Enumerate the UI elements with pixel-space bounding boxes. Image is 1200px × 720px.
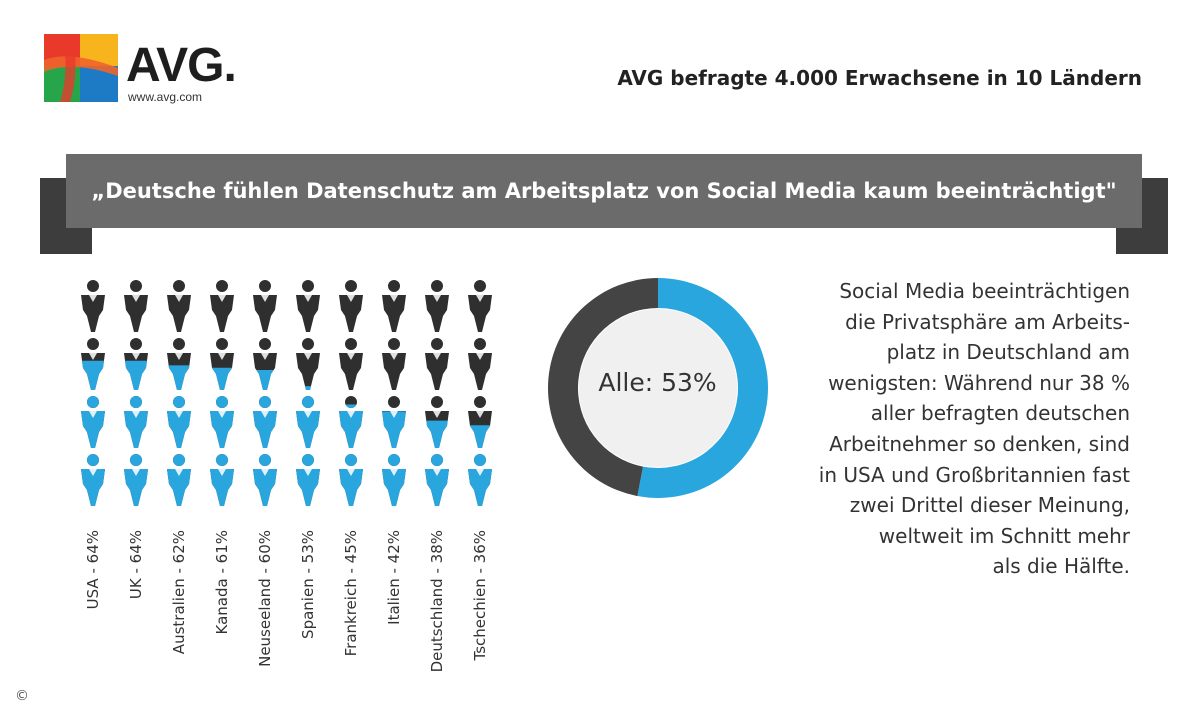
explanation-line: Social Media beeinträchtigen <box>839 279 1130 303</box>
bar-tschechien <box>468 280 492 506</box>
bar-italien <box>382 280 406 506</box>
headline-text: „Deutsche fühlen Datenschutz am Arbeitsplatz von Social Media kaum beeinträchtigt" <box>91 179 1117 203</box>
explanation-line: weltweit im Schnitt mehr <box>878 523 1130 548</box>
logo-url: www.avg.com <box>128 90 203 104</box>
category-label: Italien - 42% <box>385 530 403 625</box>
explanation-line: aller befragten deutschen <box>870 401 1130 426</box>
bar-deutschland <box>425 280 449 506</box>
category-label: Kanada - 61% <box>213 530 231 635</box>
explanation-line: zwei Drittel dieser Meinung, <box>849 493 1130 518</box>
explanation-text <box>770 276 1130 582</box>
category-label: Deutschland - 38% <box>428 530 446 673</box>
bar-kanada <box>210 280 234 506</box>
bar-neuseeland <box>253 280 277 506</box>
bar-spanien <box>296 280 320 506</box>
explanation-line: die Privatsphäre am Arbeits- <box>845 309 1130 334</box>
logo-wordmark: AVG. <box>126 39 236 92</box>
bar-uk <box>124 280 148 506</box>
donut-center-label: Alle: 53% <box>598 368 717 397</box>
category-label: USA - 64% <box>84 530 102 610</box>
explanation-line: Arbeitnehmer so denken, sind <box>829 431 1130 456</box>
category-label: UK - 64% <box>127 530 145 600</box>
category-label: Neuseeland - 60% <box>256 530 274 667</box>
category-label: Australien - 62% <box>170 530 188 655</box>
category-label: Spanien - 53% <box>299 530 317 639</box>
category-label: Tschechien - 36% <box>471 530 489 661</box>
bar-usa <box>81 280 105 506</box>
page-subtitle: AVG befragte 4.000 Erwachsene in 10 Ländern <box>617 66 1142 90</box>
explanation-line: wenigsten: Während nur 38 % <box>828 370 1130 395</box>
bar-frankreich <box>339 280 363 506</box>
bar-australien <box>167 280 191 506</box>
copyright-icon: © <box>15 688 29 704</box>
explanation-line: in USA und Großbritannien fast <box>818 462 1130 487</box>
category-label: Frankreich - 45% <box>342 530 360 657</box>
explanation-line: platz in Deutschland am <box>886 340 1130 365</box>
explanation-line: als die Hälfte. <box>992 554 1130 579</box>
